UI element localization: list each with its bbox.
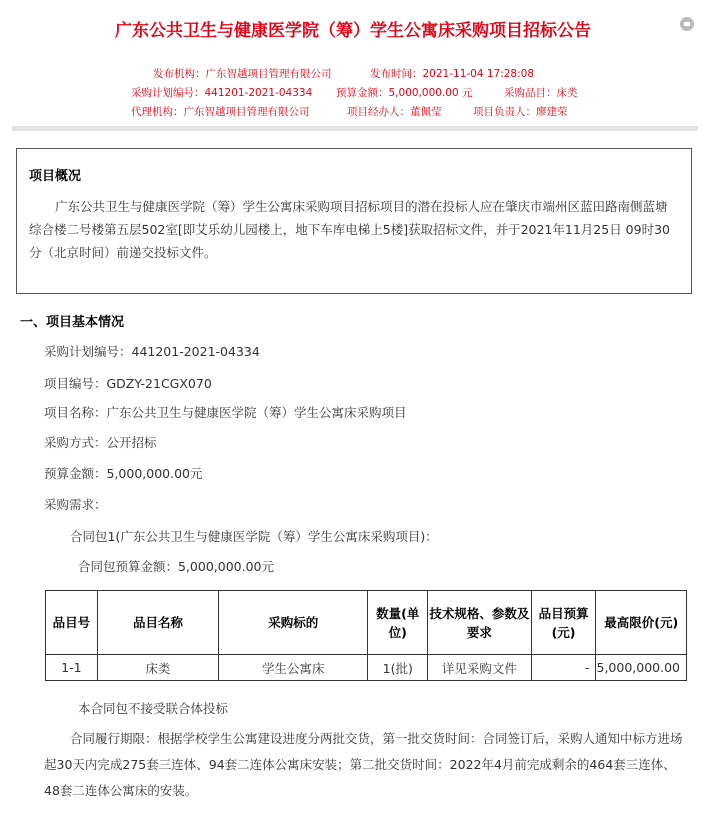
budget-amount: 预算金额：5,000,000.00 元 xyxy=(336,87,473,99)
cell-item-name: 床类 xyxy=(97,655,218,681)
project-name-line: 项目名称：广东公共卫生与健康医学院（筹）学生公寓床采购项目 xyxy=(44,405,407,420)
budget-line: 预算金额：5,000,000.00元 xyxy=(44,466,203,481)
table-header-row xyxy=(46,591,687,655)
project-number-line: 项目编号：GDZY-21CGX070 xyxy=(44,376,212,391)
publish-time: 发布时间：2021-11-04 17:28:08 xyxy=(370,68,535,80)
col-item-no: 品目号 xyxy=(46,591,98,655)
col-target: 采购标的 xyxy=(219,591,368,655)
plan-number: 采购计划编号：441201-2021-04334 xyxy=(131,87,313,99)
package-budget-line: 合同包预算金额：5,000,000.00元 xyxy=(78,559,274,574)
col-max-price: 最高限价(元) xyxy=(596,591,687,655)
no-joint-bid-note: 本合同包不接受联合体投标 xyxy=(78,701,229,716)
col-quantity: 数量(单位) xyxy=(368,591,428,655)
col-item-name: 品目名称 xyxy=(97,591,218,655)
package-line: 合同包1(广东公共卫生与健康医学院（筹）学生公寓床采购项目)： xyxy=(70,529,438,544)
overview-heading: 项目概况 xyxy=(29,169,82,184)
plan-number-line: 采购计划编号：441201-2021-04334 xyxy=(44,344,260,359)
cell-spec: 详见采购文件 xyxy=(428,655,532,681)
page-title: 广东公共卫生与健康医学院（筹）学生公寓床采购项目招标公告 xyxy=(115,21,591,41)
header-divider xyxy=(12,126,698,131)
leader: 项目负责人：廖建荣 xyxy=(473,106,568,118)
manager: 项目经办人：董佩莹 xyxy=(347,106,442,118)
overview-box xyxy=(16,148,692,294)
method-line: 采购方式：公开招标 xyxy=(44,435,157,450)
publisher: 发布机构：广东智越项目管理有限公司 xyxy=(153,68,332,80)
demand-line: 采购需求： xyxy=(44,497,107,512)
cell-item-budget: - xyxy=(531,655,596,681)
col-spec: 技术规格、参数及要求 xyxy=(428,591,532,655)
overview-text: 广东公共卫生与健康医学院（筹）学生公寓床采购项目招标项目的潜在投标人应在肇庆市端州区蓝田路南侧蓝塘综合楼二号楼第五层502室[即艾乐幼儿园楼上，地下车库电梯上5楼]获取招标文件，并于2021年11月25日 09时30分（北京时间）前递交投标文件。 xyxy=(29,199,670,260)
category: 采购品目：床类 xyxy=(504,87,578,99)
section-heading: 一、项目基本情况 xyxy=(20,315,125,330)
table-row xyxy=(46,655,687,681)
contract-period: 合同履行期限：根据学校学生公寓建设进度分两批交货，第一批交货时间：合同签订后，采购人通知中标方进场起30天内完成275套三连体、94套二连体公寓床安装；第二批交货时间：2022年4月前完成剩余的464套三连体、48套二连体公寓床的安装。 xyxy=(44,731,683,798)
items-table xyxy=(45,590,687,681)
cell-target: 学生公寓床 xyxy=(219,655,368,681)
agency: 代理机构：广东智越项目管理有限公司 xyxy=(131,106,310,118)
cell-item-no: 1-1 xyxy=(46,655,98,681)
print-icon[interactable] xyxy=(680,17,694,31)
col-item-budget: 品目预算(元) xyxy=(531,591,596,655)
cell-max-price: 5,000,000.00 xyxy=(596,655,687,681)
cell-quantity: 1(批) xyxy=(368,655,428,681)
